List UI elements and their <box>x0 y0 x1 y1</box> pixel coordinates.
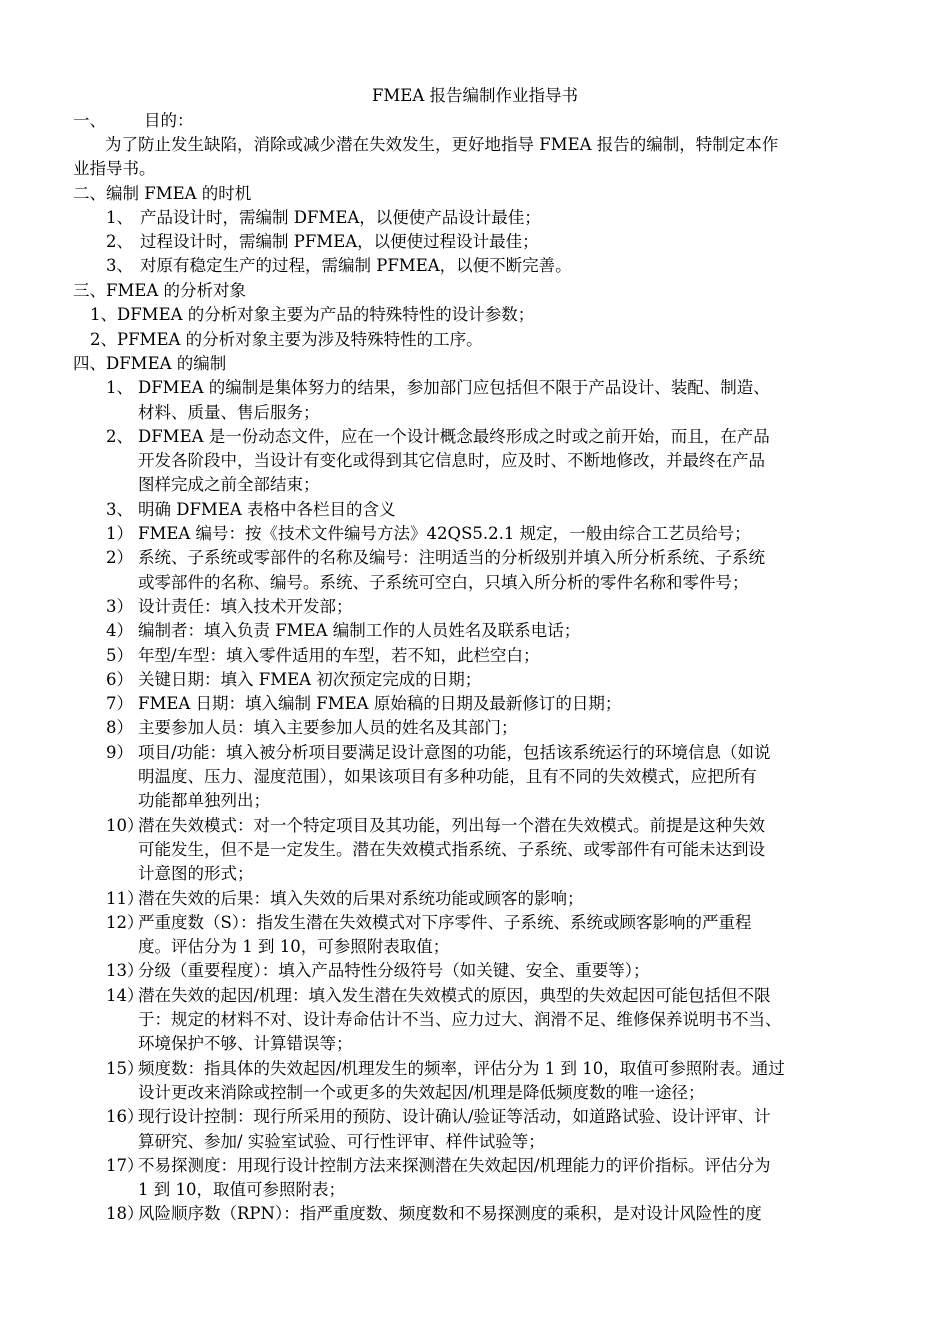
item-line: 材料、质量、售后服务； <box>138 402 320 422</box>
item-number: 5） <box>106 645 133 665</box>
item-body <box>138 814 765 887</box>
item-line: 环境保护不够、计算错误等； <box>138 1034 353 1054</box>
item-line: 编制者：填入负责 FMEA 编制工作的人员姓名及联系电话； <box>138 621 581 641</box>
item-number: 14） <box>106 985 144 1005</box>
sub-list-item <box>0 595 950 619</box>
item-line: 潜在失效模式：对一个特定项目及其功能，列出每一个潜在失效模式。前提是这种失效 <box>138 815 765 835</box>
section-purpose <box>0 109 950 182</box>
item-number: 3、 <box>106 499 133 519</box>
item-body <box>138 959 650 983</box>
item-number: 1、 <box>106 378 133 398</box>
item-number: 12） <box>106 912 144 932</box>
item-number: 2、 <box>106 232 133 252</box>
item-line: 可能发生，但不是一定发生。潜在失效模式指系统、子系统、或零部件有可能未达到设 <box>138 839 765 859</box>
item-body <box>138 692 621 716</box>
item-line: 主要参加人员：填入主要参加人员的姓名及其部门； <box>138 718 518 738</box>
item-line: 于：规定的材料不对、设计寿命估计不当、应力过大、润滑不足、维修保养说明书不当、 <box>138 1010 782 1030</box>
sub-list-item <box>0 911 950 960</box>
section-heading: 三、FMEA 的分析对象 <box>73 281 247 300</box>
item-body <box>138 595 353 619</box>
item-number: 9） <box>106 742 133 762</box>
item-number: 18） <box>106 1204 144 1224</box>
item-line: 功能都单独列出； <box>138 791 270 811</box>
item-line: 或零部件的名称、编号。系统、子系统可空白，只填入所分析的零件名称和零件号； <box>138 572 749 592</box>
paragraph-line: 为了防止发生缺陷，消除或减少潜在失效发生，更好地指导 FMEA 报告的编制，特制定本作 <box>105 134 779 154</box>
item-line: 关键日期：填入 FMEA 初次预定完成的日期； <box>138 669 482 689</box>
item-body <box>138 1202 762 1226</box>
section-dfmea <box>0 352 950 1227</box>
item-line: 开发各阶段中，当设计有变化或得到其它信息时，应及时、不断地修改，并最终在产品 <box>138 451 765 471</box>
sub-list-item <box>0 644 950 668</box>
item-line: 现行设计控制：现行所采用的预防、设计确认/验证等活动，如道路试验、设计评审、计 <box>138 1107 771 1127</box>
item-body <box>138 498 396 522</box>
list-item <box>0 230 950 254</box>
list-item <box>0 254 950 278</box>
sub-list-item <box>0 887 950 911</box>
item-number: 2、 <box>106 426 133 446</box>
sub-list-item <box>0 716 950 740</box>
dfmea-subitem-list <box>0 522 950 1227</box>
sub-list-item <box>0 692 950 716</box>
item-body <box>138 887 584 911</box>
item-line: 计意图的形式； <box>138 864 254 884</box>
item-line: DFMEA 的编制是集体努力的结果，参加部门应包括但不限于产品设计、装配、制造、 <box>138 378 770 398</box>
section-heading: 四、DFMEA 的编制 <box>73 354 227 373</box>
sub-list-item <box>0 741 950 814</box>
item-number: 6） <box>106 669 133 689</box>
list-item <box>0 498 950 522</box>
item-body <box>138 716 518 740</box>
item-number: 16） <box>106 1107 144 1127</box>
item-line: 潜在失效的起因/机理：填入发生潜在失效模式的原因，典型的失效起因可能包括但不限 <box>138 985 771 1005</box>
item-text: 对原有稳定生产的过程，需编制 PFMEA，以便不断完善。 <box>140 256 572 276</box>
item-number: 11） <box>106 888 144 908</box>
item-line: 风险顺序数（RPN）：指严重度数、频度数和不易探测度的乘积，是对设计风险性的度 <box>138 1204 762 1224</box>
sub-list-item <box>0 984 950 1057</box>
item-body <box>138 1105 771 1154</box>
list-item <box>0 376 950 425</box>
list-item <box>0 206 950 230</box>
item-number: 13） <box>106 961 144 981</box>
item-line: 1 到 10，取值可参照附表； <box>138 1180 345 1200</box>
item-number: 15） <box>106 1058 144 1078</box>
item-line: 图样完成之前全部结束； <box>138 475 320 495</box>
sub-list-item <box>0 522 950 546</box>
section-timing <box>0 182 950 279</box>
item-line: 年型/车型：填入零件适用的车型，若不知，此栏空白； <box>138 645 540 665</box>
item-number: 4） <box>106 621 133 641</box>
item-body <box>138 741 771 814</box>
list-item: 2、PFMEA 的分析对象主要为涉及特殊特性的工序。 <box>90 329 483 349</box>
sub-list-item <box>0 814 950 887</box>
item-number: 10） <box>106 815 144 835</box>
sub-list-item <box>0 546 950 595</box>
item-line: 设计责任：填入技术开发部； <box>138 596 353 616</box>
sub-list-item <box>0 959 950 983</box>
item-line: 系统、子系统或零部件的名称及编号：注明适当的分析级别并填入所分析系统、子系统 <box>138 548 765 568</box>
item-line: 度。评估分为 1 到 10，可参照附表取值； <box>138 937 450 957</box>
list-item <box>0 425 950 498</box>
item-body <box>138 522 751 546</box>
dfmea-item-list <box>0 376 950 522</box>
item-body <box>138 644 540 668</box>
item-line: 明温度、压力、湿度范围），如果该项目有多种功能，且有不同的失效模式，应把所有 <box>138 767 757 787</box>
item-body <box>138 425 770 498</box>
sub-list-item <box>0 619 950 643</box>
heading-number: 一、 <box>73 110 106 130</box>
item-body <box>138 376 770 425</box>
sub-list-item <box>0 1057 950 1106</box>
item-line: 严重度数（S）：指发生潜在失效模式对下序零件、子系统、系统或顾客影响的严重程 <box>138 912 752 932</box>
item-number: 1） <box>106 524 133 544</box>
item-line: 潜在失效的后果：填入失效的后果对系统功能或顾客的影响； <box>138 888 584 908</box>
item-number: 3） <box>106 596 133 616</box>
item-line: 设计更改来消除或控制一个或更多的失效起因/机理是降低频度数的唯一途径； <box>138 1082 705 1102</box>
item-line: DFMEA 是一份动态文件，应在一个设计概念最终形成之时或之前开始，而且，在产品 <box>138 426 770 446</box>
list-item: 1、DFMEA 的分析对象主要为产品的特殊特性的设计参数； <box>90 305 535 325</box>
item-line: FMEA 编号：按《技术文件编号方法》42QS5.2.1 规定，一般由综合工艺员给号； <box>138 524 751 544</box>
item-line: 频度数：指具体的失效起因/机理发生的频率，评估分为 1 到 10，取值可参照附表。通过 <box>138 1058 785 1078</box>
item-body <box>138 1057 785 1106</box>
item-line: 不易探测度：用现行设计控制方法来探测潜在失效起因/机理能力的评价指标。评估分为 <box>138 1155 771 1175</box>
item-body <box>138 911 752 960</box>
item-number: 7） <box>106 694 133 714</box>
section-analysis-objects <box>0 279 950 352</box>
heading-text: 目的： <box>144 110 194 130</box>
sub-list-item <box>0 1202 950 1226</box>
item-number: 1、 <box>106 207 133 227</box>
item-text: 产品设计时，需编制 DFMEA，以便使产品设计最佳； <box>140 207 541 227</box>
item-number: 8） <box>106 718 133 738</box>
item-body <box>138 1154 771 1203</box>
document-title: FMEA 报告编制作业指导书 <box>371 86 579 105</box>
section-heading <box>0 109 950 133</box>
paragraph-line: 业指导书。 <box>73 159 156 179</box>
section-heading: 二、编制 FMEA 的时机 <box>73 183 252 203</box>
item-line: 明确 DFMEA 表格中各栏目的含义 <box>138 499 396 519</box>
sub-list-item <box>0 1105 950 1154</box>
item-line: 分级（重要程度）：填入产品特性分级符号（如关键、安全、重要等）； <box>138 961 650 981</box>
item-body <box>138 619 580 643</box>
item-body <box>138 668 481 692</box>
item-line: 算研究、参加/ 实验室试验、可行性评审、样件试验等； <box>138 1131 545 1151</box>
item-body <box>138 984 782 1057</box>
item-line: 项目/功能：填入被分析项目要满足设计意图的功能，包括该系统运行的环境信息（如说 <box>138 742 771 762</box>
item-number: 17） <box>106 1155 144 1175</box>
sub-list-item <box>0 1154 950 1203</box>
sub-list-item <box>0 668 950 692</box>
item-body <box>138 546 765 595</box>
item-text: 过程设计时，需编制 PFMEA，以便使过程设计最佳； <box>140 232 539 252</box>
item-number: 3、 <box>106 256 133 276</box>
item-line: FMEA 日期：填入编制 FMEA 原始稿的日期及最新修订的日期； <box>138 694 622 714</box>
item-number: 2） <box>106 548 133 568</box>
